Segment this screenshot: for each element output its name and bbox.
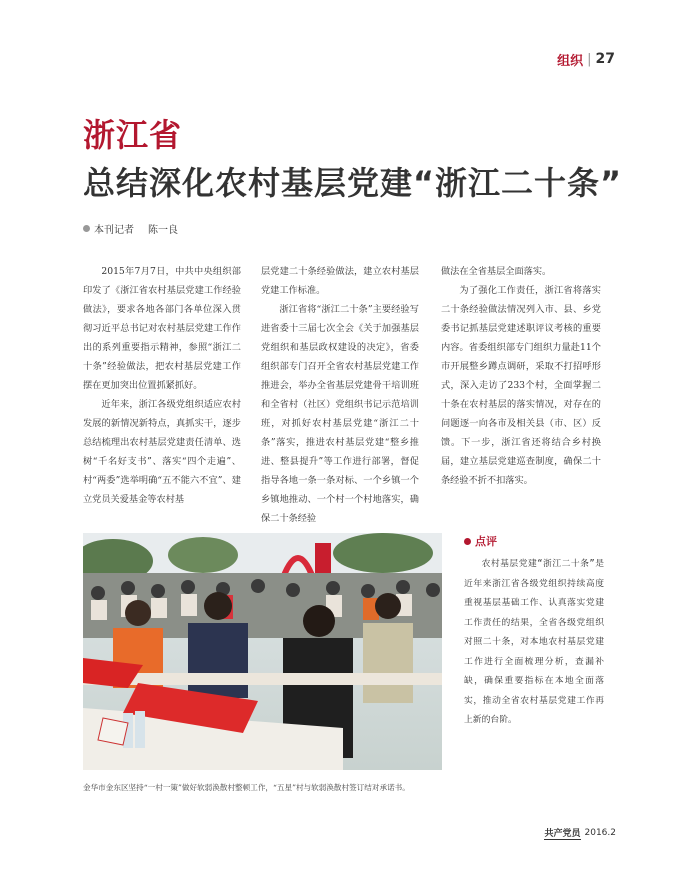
byline — [83, 221, 178, 236]
paragraph: 浙江省将“浙江二十条”主要经验写进省委十三届七次全会《关于加强基层党组织和基层政权建设的决定》，省委组织部专门召开全省农村基层党建工作推进会，举办全省基层党建骨干培训班和全省村（社区）党组织书记示范培训班，对抓好农村基层党建“浙江二十条”落实，推进农村基层党建“整乡推进、整县提升”等工作进行部署，督促指导各地一条一条对标、一个乡镇一个乡镇地推动、一个村一个村地落实，确保二十条经验 — [261, 304, 419, 524]
commentary-heading-text: 点评 — [475, 535, 497, 548]
commentary-bullet-icon — [464, 538, 471, 545]
text-column-2 — [261, 262, 419, 528]
byline-role: 本刊记者 — [94, 225, 134, 236]
byline-bullet-icon — [83, 225, 90, 232]
paragraph: 层党建二十条经验做法，建立农村基层党建工作标准。 — [261, 266, 419, 296]
commentary-body: 农村基层党建“浙江二十条”是近年来浙江省各级党组织持续高度重视基层基础工作、认真落实党建工作责任的结果，全省各级党组织对照二十条，对本地农村基层党建工作进行全面梳理分析，查漏补缺，确保重要指标在本地全面落实，推动全省农村基层党建工作再上新的台阶。 — [464, 559, 604, 725]
commentary-heading — [464, 533, 604, 549]
issue-number: 2016.2 — [584, 828, 616, 838]
commentary-box — [464, 533, 604, 731]
photo-caption: 金华市金东区坚持“一村一策”做好软弱涣散村整顿工作，“五星”村与软弱涣散村签订结对承诺书。 — [83, 783, 410, 792]
section-label: 组织 — [557, 53, 584, 69]
text-column-1 — [83, 262, 241, 509]
page-number: 27 — [595, 51, 615, 67]
title-line-2: 总结深化农村基层党建“浙江二十条” — [83, 164, 623, 202]
paragraph: 近年来，浙江各级党组织适应农村发展的新情况新特点，真抓实干，逐步总结梳理出农村基层党建责任清单、选树“千名好支书”、落实“四个走遍”、村“两委”选举明确“五不能六不宜”、建立党员关爱基金等农村基 — [83, 399, 241, 505]
photo-signing-ceremony — [83, 533, 442, 770]
paragraph: 2015年7月7日，中共中央组织部印发了《浙江省农村基层党建工作经验做法》，要求各地各部门各单位深入贯彻习近平总书记对农村基层党建工作作出的系列重要指示精神，参照“浙江二十条”经验做法，把农村基层党建工作摆在更加突出位置抓紧抓好。 — [83, 266, 241, 391]
page-header — [557, 50, 615, 68]
header-divider: | — [587, 51, 592, 67]
magazine-logo: 共产党员 — [544, 826, 580, 840]
paragraph: 为了强化工作责任，浙江省将落实二十条经验做法情况列入市、县、乡党委书记抓基层党建述职评议考核的重要内容。省委组织部专门组织力量赴11个市开展整乡蹲点调研，采取不打招呼形式，深入走访了233个村，全面掌握二十条在农村基层的落实情况，对存在的问题逐一向各市及相关县（市、区）反馈。下一步，浙江省还将结合乡村换届，建立基层党建巡查制度，确保二十条经验不折不扣落实。 — [441, 285, 601, 486]
photo-illustration — [83, 533, 442, 770]
byline-author: 陈一良 — [148, 225, 178, 236]
paragraph: 做法在全省基层全面落实。 — [441, 266, 552, 277]
title-line-1: 浙江省 — [83, 116, 183, 154]
page-footer — [544, 826, 616, 840]
text-column-3 — [441, 262, 601, 490]
